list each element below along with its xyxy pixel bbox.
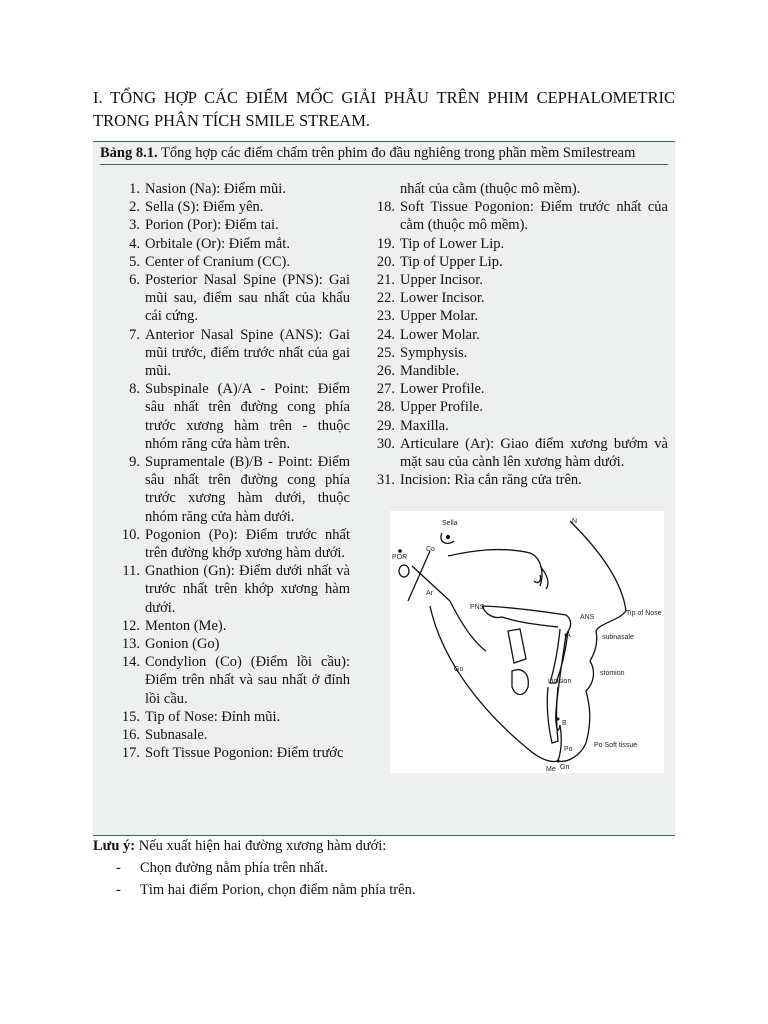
list-item-number: 18. — [376, 199, 395, 216]
list-item-text: Anterior Nasal Spine (ANS): Gai mũi trước, điểm trước nhất của gai mũi. — [145, 326, 350, 380]
soft-tissue-profile — [558, 521, 626, 761]
list-item-number: 28. — [376, 399, 395, 416]
list-item-number: 30. — [376, 435, 395, 452]
label-po-soft-tissue: Po Soft tissue — [594, 742, 638, 749]
list-item — [113, 653, 350, 708]
list-item — [113, 453, 350, 526]
list-item — [368, 235, 668, 253]
list-item-text: Gonion (Go) — [145, 636, 220, 653]
list-item — [113, 198, 350, 216]
section-heading: I. TỔNG HỢP CÁC ĐIỂM MỐC GIẢI PHẪU TRÊN PHIM CEPHALOMETRIC TRONG PHÂN TÍCH SMILE STREAM. — [93, 88, 675, 130]
label-subnasale: subnasale — [602, 634, 634, 641]
note-block — [93, 835, 693, 901]
list-item-text: Soft Tissue Pogonion: Điểm trước — [145, 745, 344, 762]
lower-incisor — [547, 687, 558, 743]
note-line — [93, 835, 693, 857]
list-item-text: Sella (S): Điểm yên. — [145, 199, 264, 216]
list-item-text: Center of Cranium (CC). — [145, 253, 290, 270]
label-tip-of-nose: Tip of Nose — [626, 610, 662, 617]
list-item-number: 7. — [129, 326, 140, 343]
list-item-number: 22. — [376, 290, 395, 307]
list-item — [368, 417, 668, 435]
list-item-number: 19. — [376, 235, 395, 252]
list-item-text: Subspinale (A)/A - Point: Điểm sâu nhất trên đường cong phía trước xương hàm trên - thuộc nhóm răng cửa hàm trên. — [145, 381, 350, 452]
list-item-text: Condylion (Co) (Điểm lồi cầu): Điểm trên nhất và sau nhất ở đỉnh lồi cầu. — [145, 654, 350, 707]
list-item — [368, 253, 668, 271]
list-item-number: 6. — [129, 272, 140, 289]
label-pns: PNS — [470, 604, 485, 611]
list-item-text: Upper Profile. — [400, 399, 483, 416]
list-item-number: 24. — [376, 326, 395, 343]
list-item — [113, 744, 350, 762]
list-item-text: Pogonion (Po): Điểm trước nhất trên đường khớp xương hàm dưới. — [145, 526, 350, 562]
label-por: POR — [392, 554, 408, 561]
list-item-text: Subnasale. — [145, 727, 208, 744]
list-item — [113, 326, 350, 381]
list-item — [113, 708, 350, 726]
label-go: Go — [454, 666, 464, 673]
label-po: Po — [564, 746, 573, 753]
list-item-text: Lower Incisor. — [400, 290, 485, 307]
list-item-number: 25. — [376, 344, 395, 361]
list-item — [368, 344, 668, 362]
orbit-ring — [399, 565, 409, 577]
list-item-text: Symphysis. — [400, 344, 468, 361]
list-item-number: 14. — [121, 654, 140, 671]
label-ar: Ar — [426, 590, 433, 597]
list-item-number: 20. — [376, 253, 395, 270]
list-item — [368, 271, 668, 289]
label-gn: Gn — [560, 764, 570, 771]
menton-point — [557, 760, 560, 763]
lower-molar — [512, 670, 528, 695]
mandible-outline — [430, 606, 561, 762]
porion-point — [398, 549, 402, 553]
cranial-base — [448, 550, 542, 586]
list-item — [113, 253, 350, 271]
note-bullet — [93, 879, 693, 901]
list-item-text: Tip of Lower Lip. — [400, 235, 505, 252]
list-item — [113, 180, 350, 198]
list-item — [368, 380, 668, 398]
list-item — [113, 635, 350, 653]
list-item — [368, 307, 668, 325]
list-item-number: 15. — [121, 708, 140, 725]
list-item — [113, 617, 350, 635]
label-me: Me — [546, 766, 556, 773]
list-item-number: 8. — [129, 381, 140, 398]
label-incision: incision — [548, 678, 572, 685]
list-item-number: 5. — [129, 253, 140, 270]
label-sella: Sella — [442, 520, 458, 527]
list-item — [368, 435, 668, 471]
list-item-number: 21. — [376, 272, 395, 289]
list-item-text: Nasion (Na): Điểm mũi. — [145, 181, 286, 197]
list-item-text: Articulare (Ar): Giao điểm xương bướm và mặt sau của cành lên xương hàm dưới. — [400, 435, 668, 471]
list-item — [368, 198, 668, 234]
list-item-text: Tip of Nose: Đỉnh mũi. — [145, 708, 281, 725]
list-item-number: 11. — [122, 563, 140, 580]
list-item-text: Tip of Upper Lip. — [400, 253, 503, 270]
list-item-text: Upper Incisor. — [400, 272, 483, 289]
list-item-number: 17. — [121, 745, 140, 762]
list-item-number: 13. — [121, 636, 140, 653]
list-item-number: 23. — [376, 308, 395, 325]
list-item-text: Mandible. — [400, 363, 460, 380]
label-a: A — [566, 632, 571, 639]
left-column-list — [113, 180, 350, 763]
list-item-number: 29. — [376, 417, 395, 434]
list-item-text: Posterior Nasal Spine (PNS): Gai mũi sau, điểm sau nhất của khẩu cái cứng. — [145, 272, 350, 325]
palate-line — [482, 606, 571, 635]
label-co: Co — [426, 546, 435, 553]
list-item — [368, 289, 668, 307]
bullet-text: Chọn đường nằm phía trên nhất. — [140, 860, 328, 876]
list-item — [113, 526, 350, 562]
list-item-text: Lower Molar. — [400, 326, 480, 343]
list-item-number: 12. — [121, 617, 140, 634]
list-item-text: Soft Tissue Pogonion: Điểm trước nhất của cằm (thuộc mô mềm). — [400, 199, 668, 234]
list-item-text: Gnathion (Gn): Điểm dưới nhất và trước nhất trên khớp xương hàm dưới. — [145, 563, 350, 616]
list-item-text: Supramentale (B)/B - Point: Điểm sâu nhất trên đường cong phía trước xương hàm dưới, thuộc nhóm răng cửa hàm dưới. — [145, 454, 350, 525]
list-item — [113, 216, 350, 234]
label-n: N — [572, 518, 578, 525]
list-item-text: Porion (Por): Điểm tai. — [145, 217, 279, 234]
list-item — [368, 362, 668, 380]
right-column-list — [368, 180, 668, 489]
tracing-svg — [390, 511, 664, 773]
bullet-text: Tìm hai điểm Porion, chọn điểm nằm phía trên. — [140, 882, 416, 898]
label-ans: ANS — [580, 614, 595, 621]
upper-molar — [508, 629, 526, 663]
list-item-number: 26. — [376, 363, 395, 380]
cephalometric-tracing-figure — [390, 511, 664, 773]
list-item-number: 3. — [129, 217, 140, 234]
list-item-text: Maxilla. — [400, 417, 449, 434]
b-point — [557, 718, 560, 721]
list-item-number: 16. — [121, 727, 140, 744]
list-item-number: 4. — [129, 235, 140, 252]
table-caption — [100, 144, 668, 165]
list-item — [113, 726, 350, 744]
bullet-dash: - — [116, 882, 121, 898]
list-item-continuation: nhất của cằm (thuộc mô mềm). — [400, 181, 581, 197]
list-item — [113, 235, 350, 253]
list-item — [368, 326, 668, 344]
label-stomion: stomion — [600, 670, 625, 677]
list-item-number: 1. — [129, 181, 140, 197]
note-bullet — [93, 857, 693, 879]
list-item-text: Orbitale (Or): Điểm mắt. — [145, 235, 290, 252]
list-item-number: 31. — [376, 472, 395, 489]
list-item-text: Incision: Rìa cắn răng cửa trên. — [400, 472, 582, 489]
list-item-number: 27. — [376, 381, 395, 398]
list-item-text: Menton (Me). — [145, 617, 227, 634]
caption-text: Tổng hợp các điểm chấm trên phim đo đầu nghiêng trong phần mềm Smilestream — [157, 145, 636, 161]
list-item — [368, 471, 668, 489]
list-item — [113, 562, 350, 617]
list-item-number: 2. — [129, 199, 140, 216]
list-item — [368, 398, 668, 416]
table-8-1 — [93, 141, 675, 836]
note-label: Lưu ý: — [93, 838, 136, 854]
list-item — [113, 380, 350, 453]
note-text: Nếu xuất hiện hai đường xương hàm dưới: — [135, 838, 387, 854]
list-item-number: 10. — [121, 526, 140, 543]
list-item — [113, 271, 350, 326]
sella-point — [447, 536, 450, 539]
label-b: B — [562, 720, 567, 727]
list-item-text: Lower Profile. — [400, 381, 485, 398]
list-item-text: Upper Molar. — [400, 308, 479, 325]
list-item-number: 9. — [129, 454, 140, 471]
caption-label: Bảng 8.1. — [100, 145, 158, 161]
bullet-dash: - — [116, 860, 121, 876]
